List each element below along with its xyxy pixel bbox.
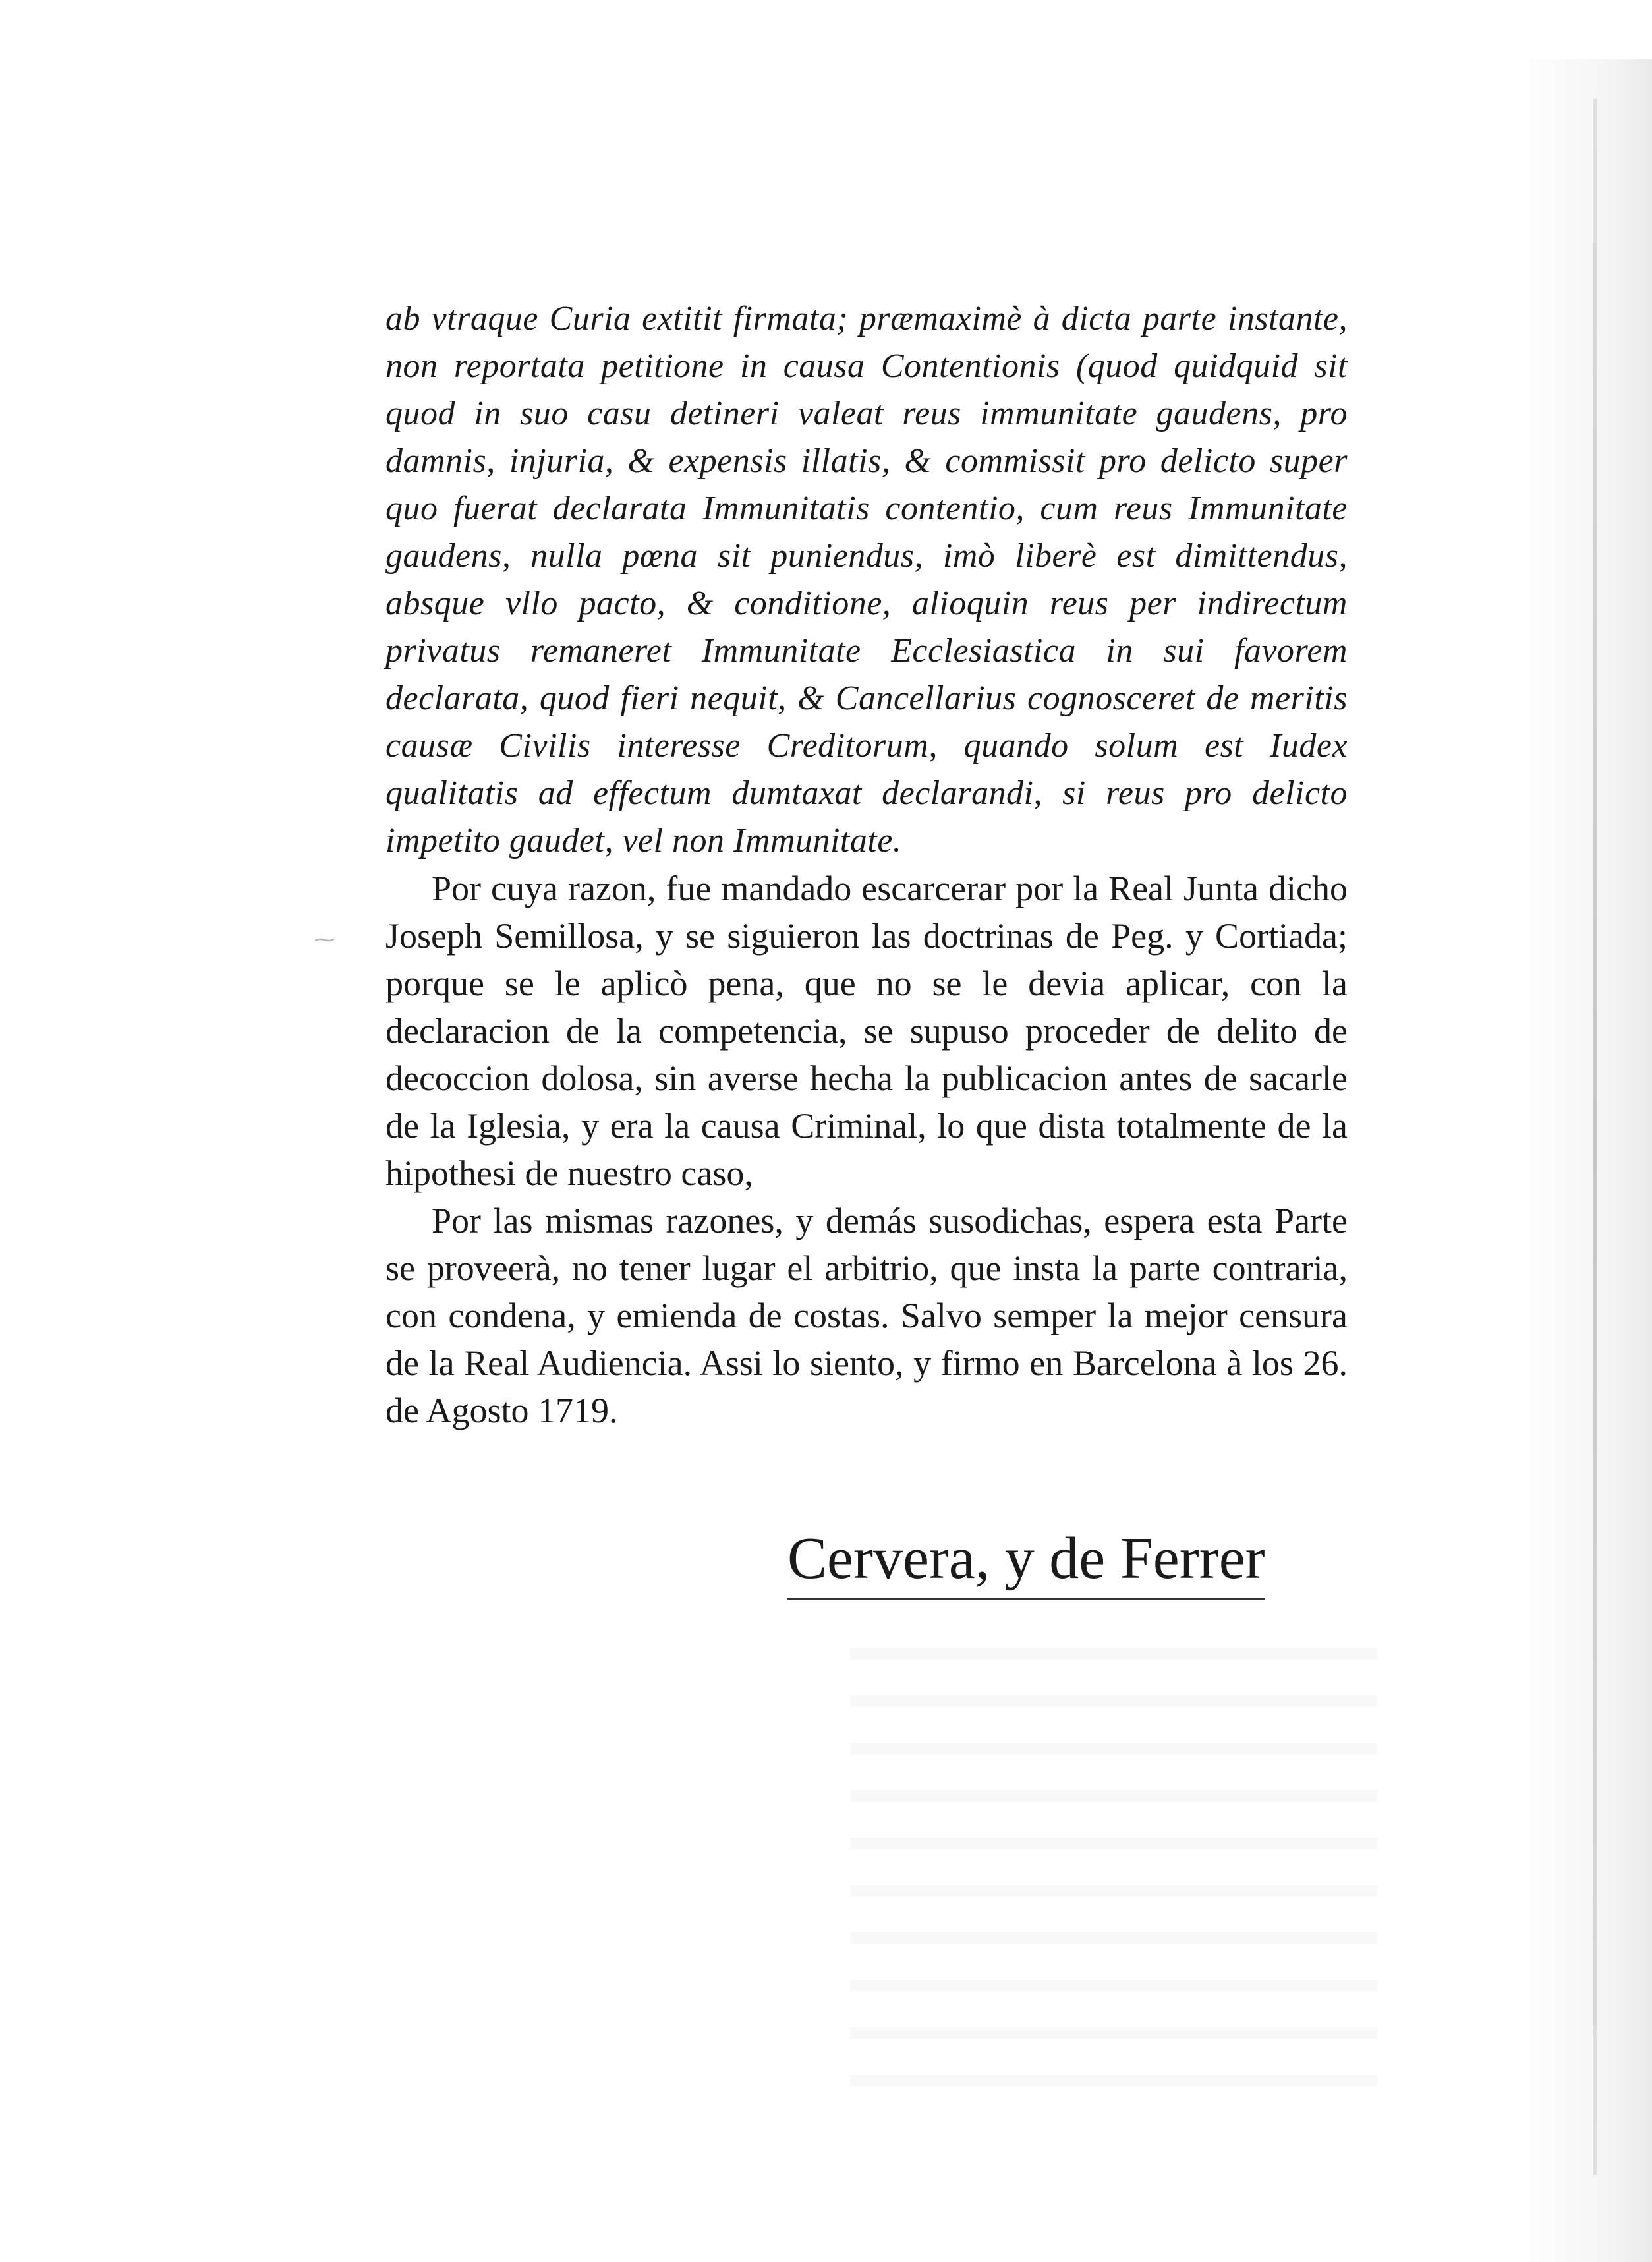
show-through-bleed [850,1648,1377,2109]
latin-paragraph: ab vtraque Curia extitit firmata; præmaximè à dicta parte instante, non reportata petitione in causa Contentionis (quod quidquid sit quod in suo casu detineri valeat reus immunitate gaudens, pro damnis, injuria, & expensis illatis, & commissit pro delicto super quo fuerat declarata Immunitatis contentio, cum reus Immunitate gaudens, nulla pœna sit puniendus, imò liberè est dimittendus, absque vllo pacto, & conditione, alioquin reus per indirectum privatus remaneret Immunitate Ecclesiastica in sui favorem declarata, quod fieri nequit, & Cancellarius cognosceret de meritis causæ Civilis interesse Creditorum, quando solum est Iudex qualitatis ad effectum dumtaxat declarandi, si reus pro delicto impetito gaudet, vel non Immunitate. [385,300,1348,859]
page-edge [1516,59,1652,2262]
binding-edge-shadow [1593,99,1597,2175]
signature: Cervera, y de Ferrer [787,1522,1265,1600]
spanish-paragraph-2: Por las mismas razones, y demás susodichas, espera esta Parte se proveerà, no tener lugar el arbitrio, que insta la parte contraria, con condena, y emienda de costas. Salvo semper la mejor censura de la Real Audiencia. Assi lo siento, y firmo en Barcelona à los 26. de Agosto 1719. [385,1201,1348,1430]
margin-annotation-mark: ⁓ [312,927,333,951]
document-body [385,295,1348,1434]
spanish-paragraph-1: Por cuya razon, fue mandado escarcerar por la Real Junta dicho Joseph Semillosa, y se siguieron las doctrinas de Peg. y Cortiada; porque se le aplicò pena, que no se le devia aplicar, con la declaracion de la competencia, se supuso proceder de delito de decoccion dolosa, sin averse hecha la publicacion antes de sacarle de la Iglesia, y era la causa Criminal, lo que dista totalmente de la hipothesi de nuestro caso, [385,869,1348,1193]
